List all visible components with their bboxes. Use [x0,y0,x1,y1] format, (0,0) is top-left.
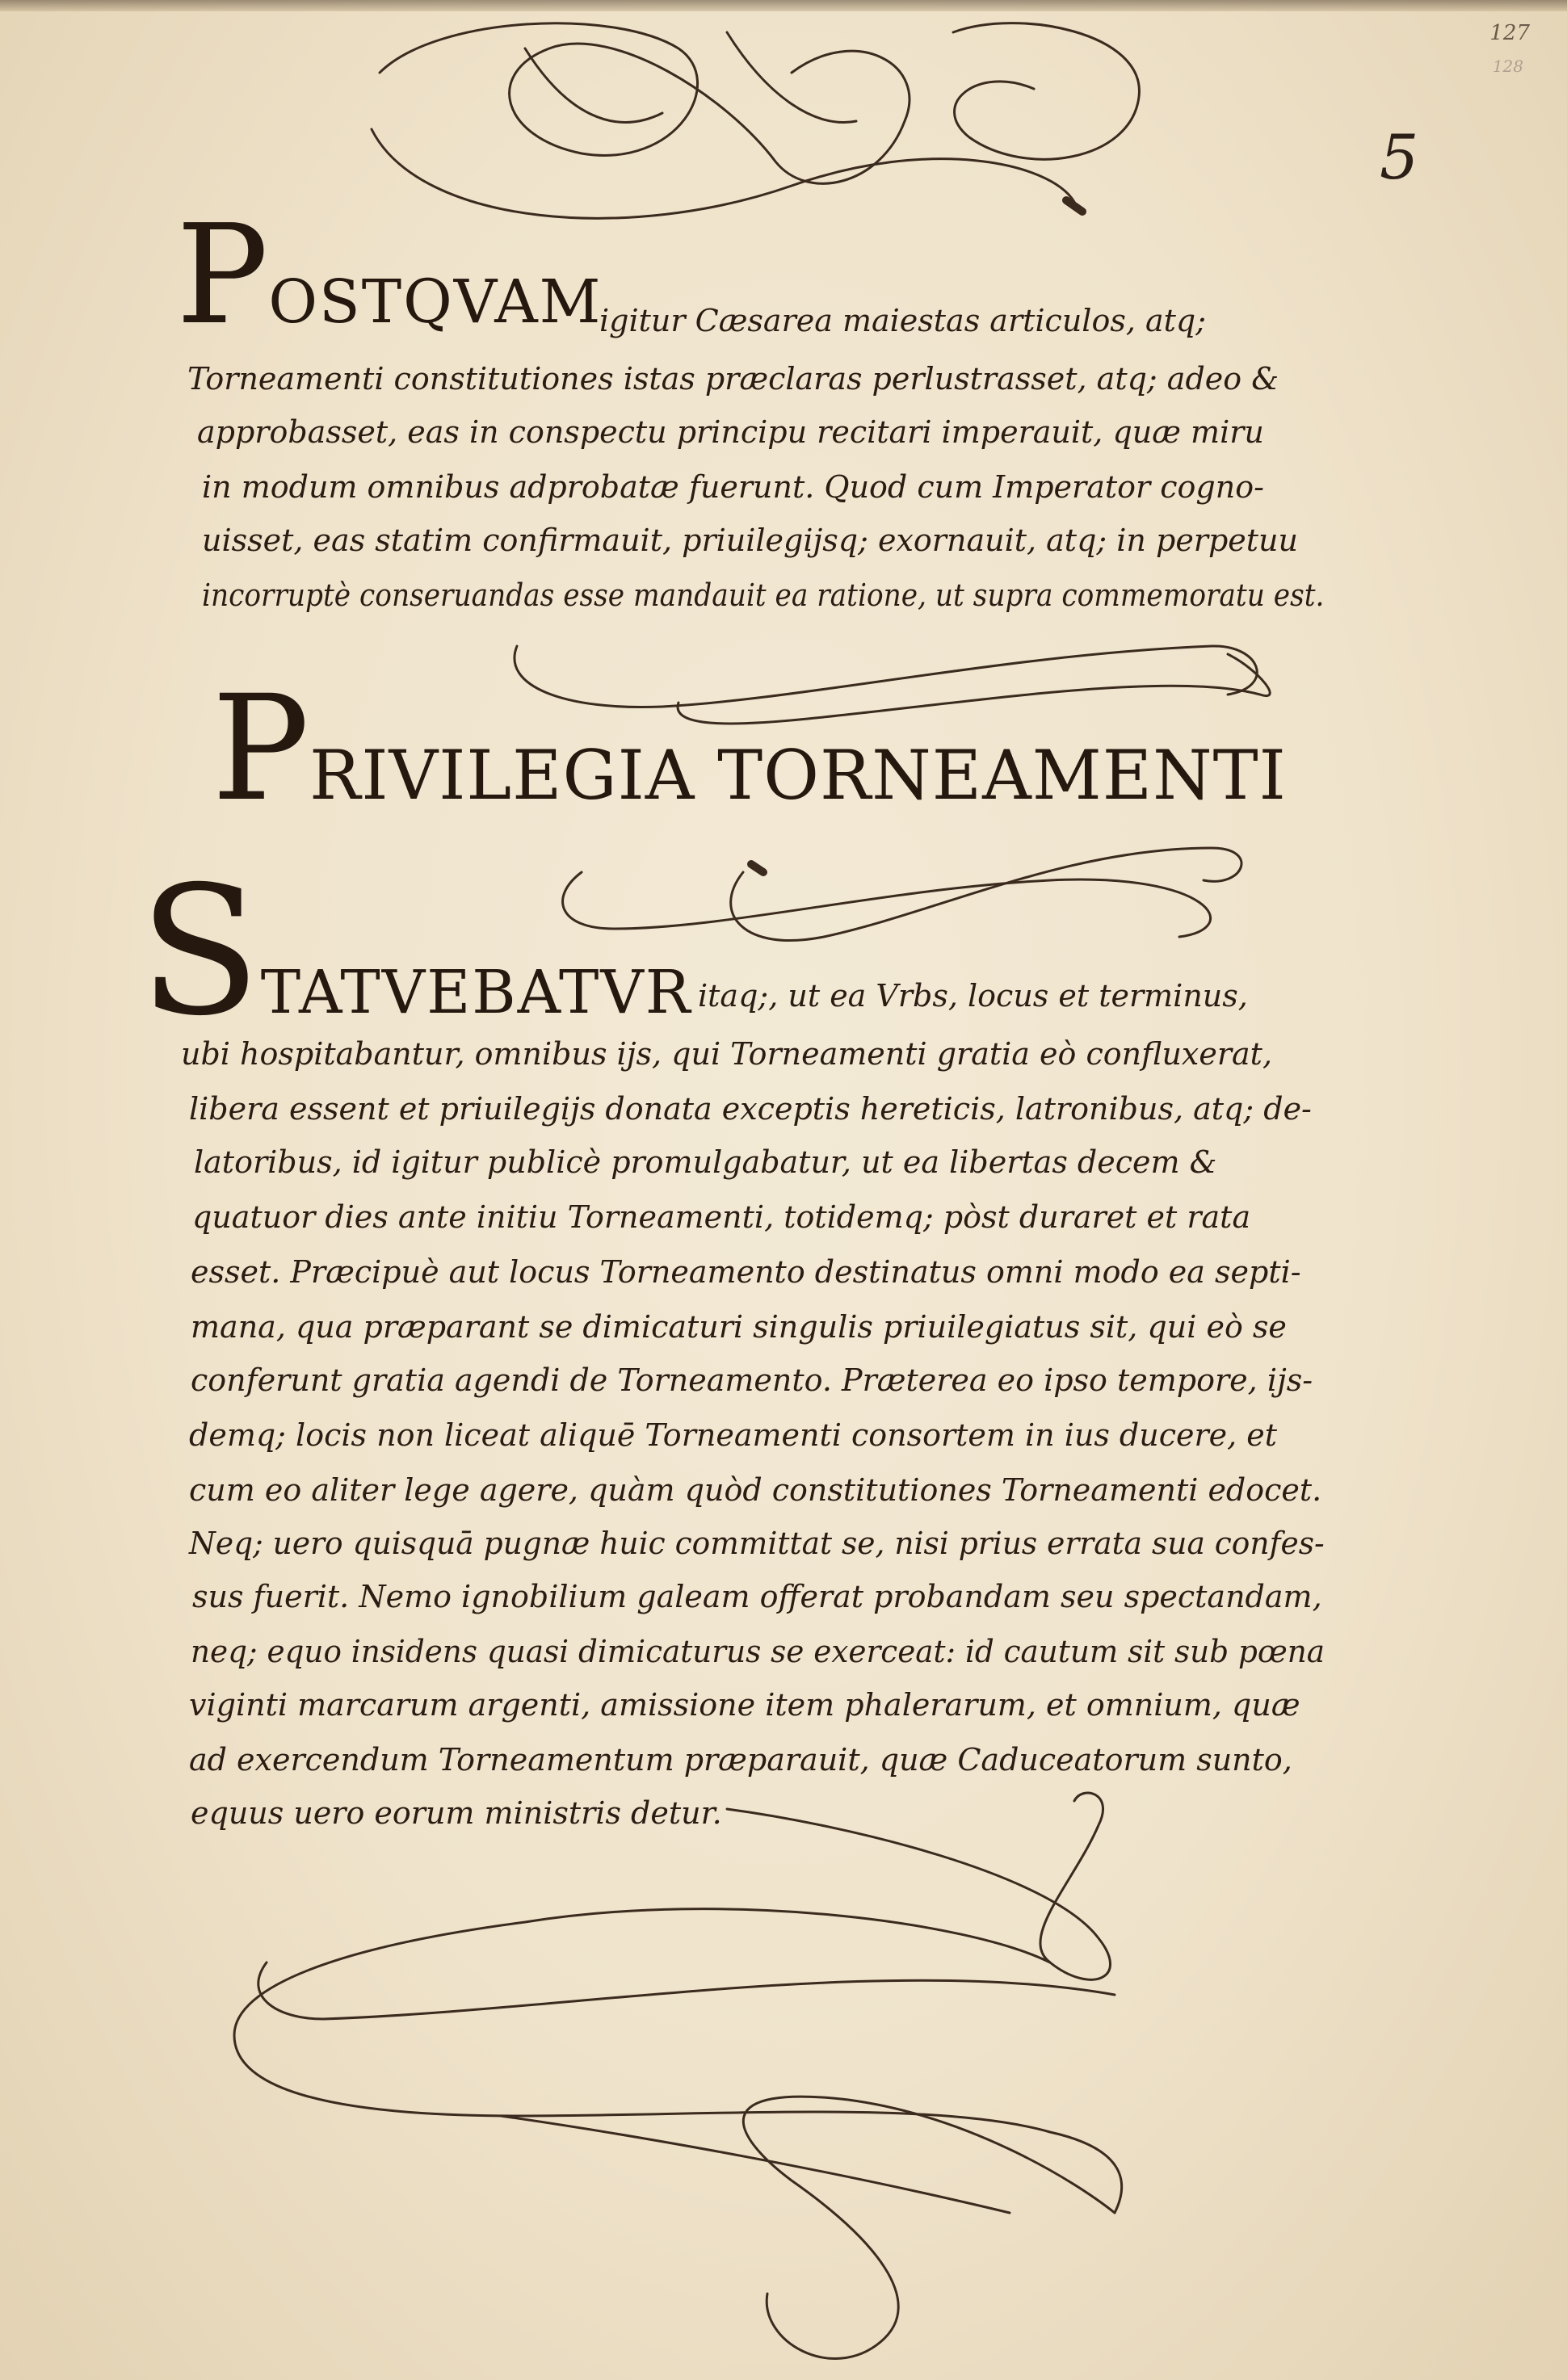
heading-initial: P [212,665,310,833]
section-heading [212,665,1287,833]
section2-line: Neq; uero quisquā pugnæ huic committat se, nisi prius errata sua confes- [189,1526,1325,1561]
section2-line: viginti marcarum argenti, amissione item phalerarum, et omnium, quæ [189,1687,1300,1723]
section2-line: demq; locis non liceat aliquē Torneamenti consortem in ius ducere, et [189,1417,1278,1453]
section1-line: uisset, eas statim confirmauit, priuilegijsq; exornauit, atq; in perpetuu [202,523,1298,558]
section2-opening [139,848,692,1055]
section2-line: equus uero eorum ministris detur. [191,1795,722,1831]
quire-mark: 5 [1380,121,1419,193]
section2-first-line: itaq;, ut ea Vrbs, locus et terminus, [698,978,1248,1014]
section2-line: ubi hospitabantur, omnibus ijs, qui Torneamenti gratia eò confluxerat, [181,1036,1273,1072]
section2-line: cum eo aliter lege agere, quàm quòd constitutiones Torneamenti edocet. [189,1472,1322,1508]
section1-initial-rest: OSTQVAM [268,267,603,337]
section1-line: in modum omnibus adprobatæ fuerunt. Quod cum Imperator cogno- [202,469,1264,505]
section2-line: neq; equo insidens quasi dimicaturus se exerceat: id cautum sit sub pœna [191,1634,1325,1669]
section2-line: latoribus, id igitur publicè promulgabatur, ut ea libertas decem & [194,1144,1217,1180]
section1-opening [176,195,603,355]
section2-line: mana, qua præparant se dimicaturi singulis priuilegiatus sit, qui eò se [191,1309,1287,1345]
bottom-flourish [727,1793,1111,1979]
section1-initial: P [176,195,269,355]
folio-alt-number: 128 [1492,57,1523,76]
section2-initial-rest: TATVEBATVR [260,958,692,1027]
section2-line: quatuor dies ante initiu Torneamenti, totidemq; pòst duraret et rata [192,1199,1251,1235]
section2-line: libera essent et priuilegijs donata exceptis hereticis, latronibus, atq; de- [189,1091,1312,1127]
folio-number: 127 [1489,21,1530,45]
heading-rest: RIVILEGIA TORNEAMENTI [309,736,1287,815]
section1-line: approbasset, eas in conspectu principu recitari imperauit, quæ miru [197,414,1264,450]
section2-line: conferunt gratia agendi de Torneamento. Præterea eo ipso tempore, ijs- [191,1362,1313,1398]
section1-first-line: igitur Cæsarea maiestas articulos, atq; [599,303,1207,338]
section2-line: esset. Præcipuè aut locus Torneamento destinatus omni modo ea septi- [191,1254,1301,1290]
top-flourish [380,23,910,184]
section1-line: incorruptè conseruandas esse mandauit ea ratione, ut supra commemoratu est. [202,577,1325,613]
section1-line: Torneamenti constitutiones istas præclaras perlustrasset, atq; adeo & [187,361,1279,397]
section2-initial: S [139,848,261,1055]
section2-line: ad exercendum Torneamentum præparauit, quæ Caduceatorum sunto, [189,1742,1292,1778]
section2-line: sus fuerit. Nemo ignobilium galeam offerat probandam seu spectandam, [192,1579,1322,1614]
